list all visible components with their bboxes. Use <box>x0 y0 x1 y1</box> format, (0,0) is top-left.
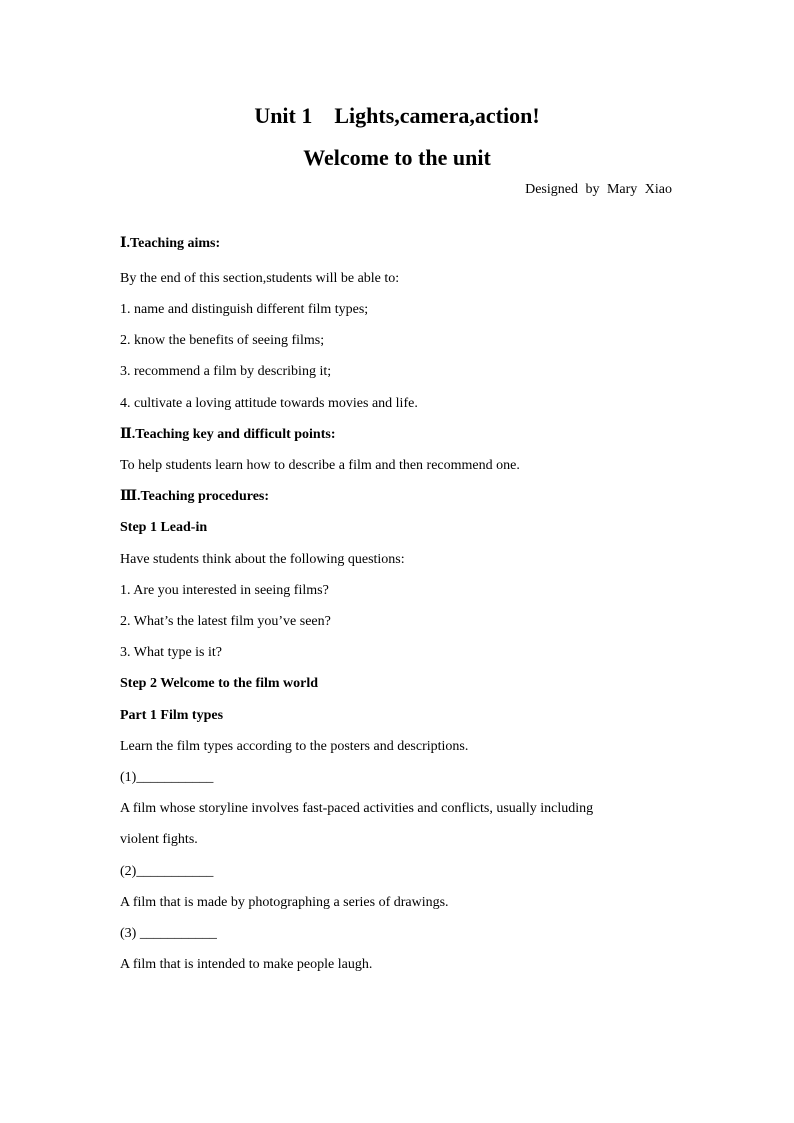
description-1-line-1: A film whose storyline involves fast-paced activities and conflicts, usually including <box>120 801 594 816</box>
designer-credit: Designed by Mary Xiao <box>525 182 672 197</box>
step1-heading: Step 1 Lead-in <box>120 520 208 535</box>
aims-item-2: 2. know the benefits of seeing films; <box>120 333 325 348</box>
teaching-aims-heading: Ⅰ.Teaching aims: <box>120 236 221 251</box>
key-points-heading: Ⅱ.Teaching key and difficult points: <box>120 427 336 442</box>
blank-3: (3) ___________ <box>120 926 217 941</box>
procedures-heading: Ⅲ.Teaching procedures: <box>120 489 270 504</box>
key-points-text: To help students learn how to describe a film and then recommend one. <box>120 458 520 473</box>
description-2: A film that is made by photographing a series of drawings. <box>120 895 449 910</box>
step2-heading: Step 2 Welcome to the film world <box>120 676 319 691</box>
step1-question-2: 2. What’s the latest film you’ve seen? <box>120 614 331 629</box>
step1-question-1: 1. Are you interested in seeing films? <box>120 583 329 598</box>
aims-item-4: 4. cultivate a loving attitude towards movies and life. <box>120 396 418 411</box>
part1-intro: Learn the film types according to the posters and descriptions. <box>120 739 469 754</box>
section-subtitle: Welcome to the unit <box>303 145 491 170</box>
aims-item-3: 3. recommend a film by describing it; <box>120 364 332 379</box>
part1-heading: Part 1 Film types <box>120 708 224 723</box>
blank-1: (1)___________ <box>120 770 214 785</box>
aims-item-1: 1. name and distinguish different film types; <box>120 302 369 317</box>
step1-intro: Have students think about the following questions: <box>120 552 405 567</box>
description-1-line-2: violent fights. <box>120 832 198 847</box>
blank-2: (2)___________ <box>120 864 214 879</box>
step1-question-3: 3. What type is it? <box>120 645 222 660</box>
unit-title: Unit 1 Lights,camera,action! <box>254 103 540 128</box>
aims-intro: By the end of this section,students will be able to: <box>120 271 400 286</box>
description-3: A film that is intended to make people laugh. <box>120 957 373 972</box>
